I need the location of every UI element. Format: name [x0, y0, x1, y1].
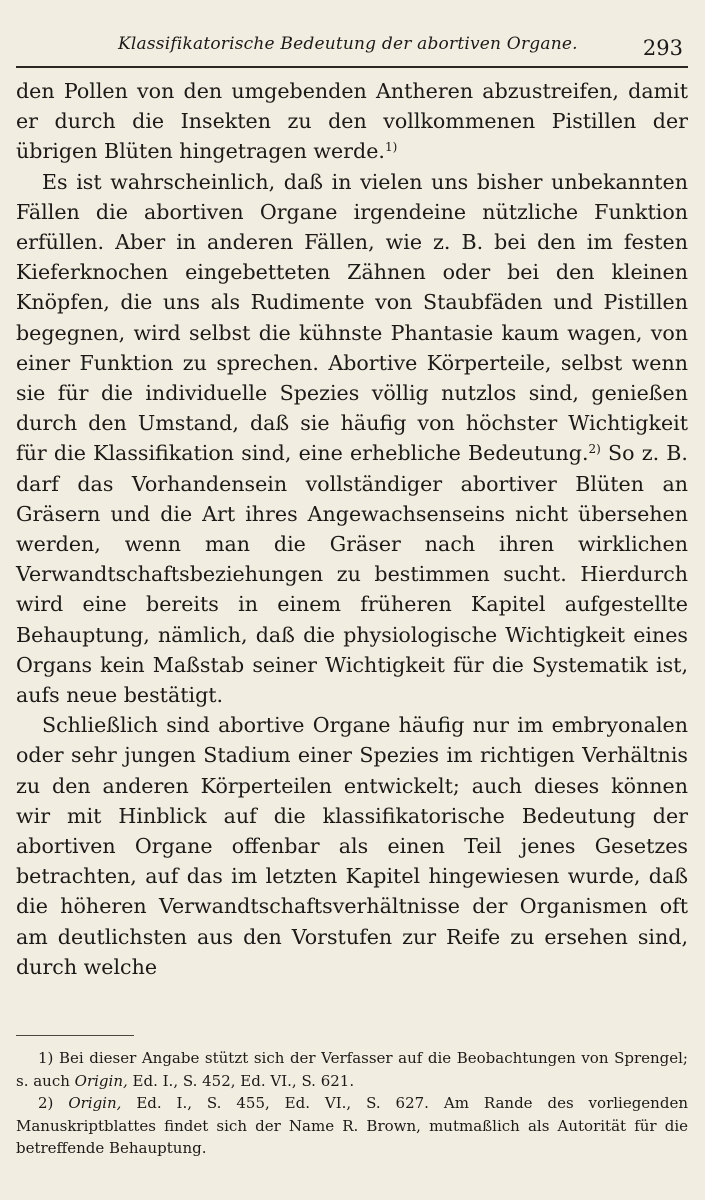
footnote-1: [16, 1047, 688, 1092]
footnote-1-text-b: Ed. I., S. 452, Ed. VI., S. 621.: [127, 1071, 355, 1090]
paragraph-3-text: Schließlich sind abortive Organe häufig nur im embryonalen oder sehr jungen Stadium einer Spezies im richtigen Verhältnis zu den anderen Körperteilen entwickelt; auch dieses können wir mit Hinblick auf die klassifikatorische Bedeutung der abortiven Organe offenbar als einen Teil jenes Gesetzes betrachten, auf das im letzten Kapitel hingewiesen wurde, daß die höheren Verwandtschaftsverhältnisse der Organismen oft am deutlichsten aus den Vorstufen zur Reife zu ersehen sind, durch welche: [16, 713, 688, 979]
footnote-2-italic: Origin,: [68, 1094, 122, 1112]
paragraph-3: [16, 710, 688, 982]
paragraph-2-text-a: Es ist wahrscheinlich, daß in vielen uns bisher unbekannten Fällen die abortiven Organe irgendeine nützliche Funktion erfüllen. Aber in anderen Fällen, wie z. B. bei den im festen Kieferknochen eingebetteten Zähnen oder bei den kleinen Knöpfen, die uns als Rudimente von Staubfäden und Pistillen begegnen, wird selbst die kühnste Phantasie kaum wagen, von einer Funktion zu sprechen. Abortive Körperteile, selbst wenn sie für die individuelle Spezies völlig nutzlos sind, genießen durch den Umstand, daß sie häufig von höchster Wichtigkeit für die Klassifikation sind, eine erhebliche Bedeutung.: [16, 169, 688, 466]
paragraph-2: [16, 167, 688, 711]
page-header: [0, 26, 705, 66]
footnote-ref-2: 2): [588, 442, 601, 457]
page-number: 293: [642, 36, 683, 60]
header-rule: [16, 66, 688, 68]
paragraph-2-text-b: So z. B. darf das Vorhandensein vollständiger abortiver Blüten an Gräsern und die Art ihres Angewachsenseins nicht übersehen werden, wenn man die Gräser nach ihren wirklichen Verwandtschaftsbeziehungen zu bestimmen sucht. Hierdurch wird eine bereits in einem früheren Kapitel aufgestellte Behauptung, nämlich, daß die physiologische Wichtigkeit eines Organs kein Maßstab seiner Wichtigkeit für die Systematik ist, aufs neue bestätigt.: [16, 441, 688, 708]
footnote-separator: [16, 1035, 134, 1036]
footnotes: [16, 1047, 688, 1160]
footnote-ref-1: 1): [384, 140, 398, 155]
footnote-2-text-b: Ed. I., S. 455, Ed. VI., S. 627. Am Rande des vorliegenden Manuskriptblattes findet sich der Name R. Brown, mutmaßlich als Autorität für die betreffende Behauptung.: [16, 1094, 688, 1157]
paragraph-1-text: den Pollen von den umgebenden Antheren abzustreifen, damit er durch die Insekten zu den vollkommenen Pistillen der übrigen Blüten hingetragen werde.: [16, 79, 688, 164]
footnote-1-italic: Origin,: [74, 1071, 128, 1090]
paragraph-1: [16, 76, 688, 167]
main-text: [16, 76, 688, 982]
footnote-2-text-a: 2): [38, 1094, 69, 1112]
running-head: Klassifikatorische Bedeutung der abortiven Organe.: [118, 34, 578, 54]
footnote-1-text-a: 1) Bei dieser Angabe stützt sich der Verfasser auf die Beobachtungen von Sprengel; s. auch: [16, 1049, 688, 1090]
footnote-2: [16, 1092, 688, 1160]
